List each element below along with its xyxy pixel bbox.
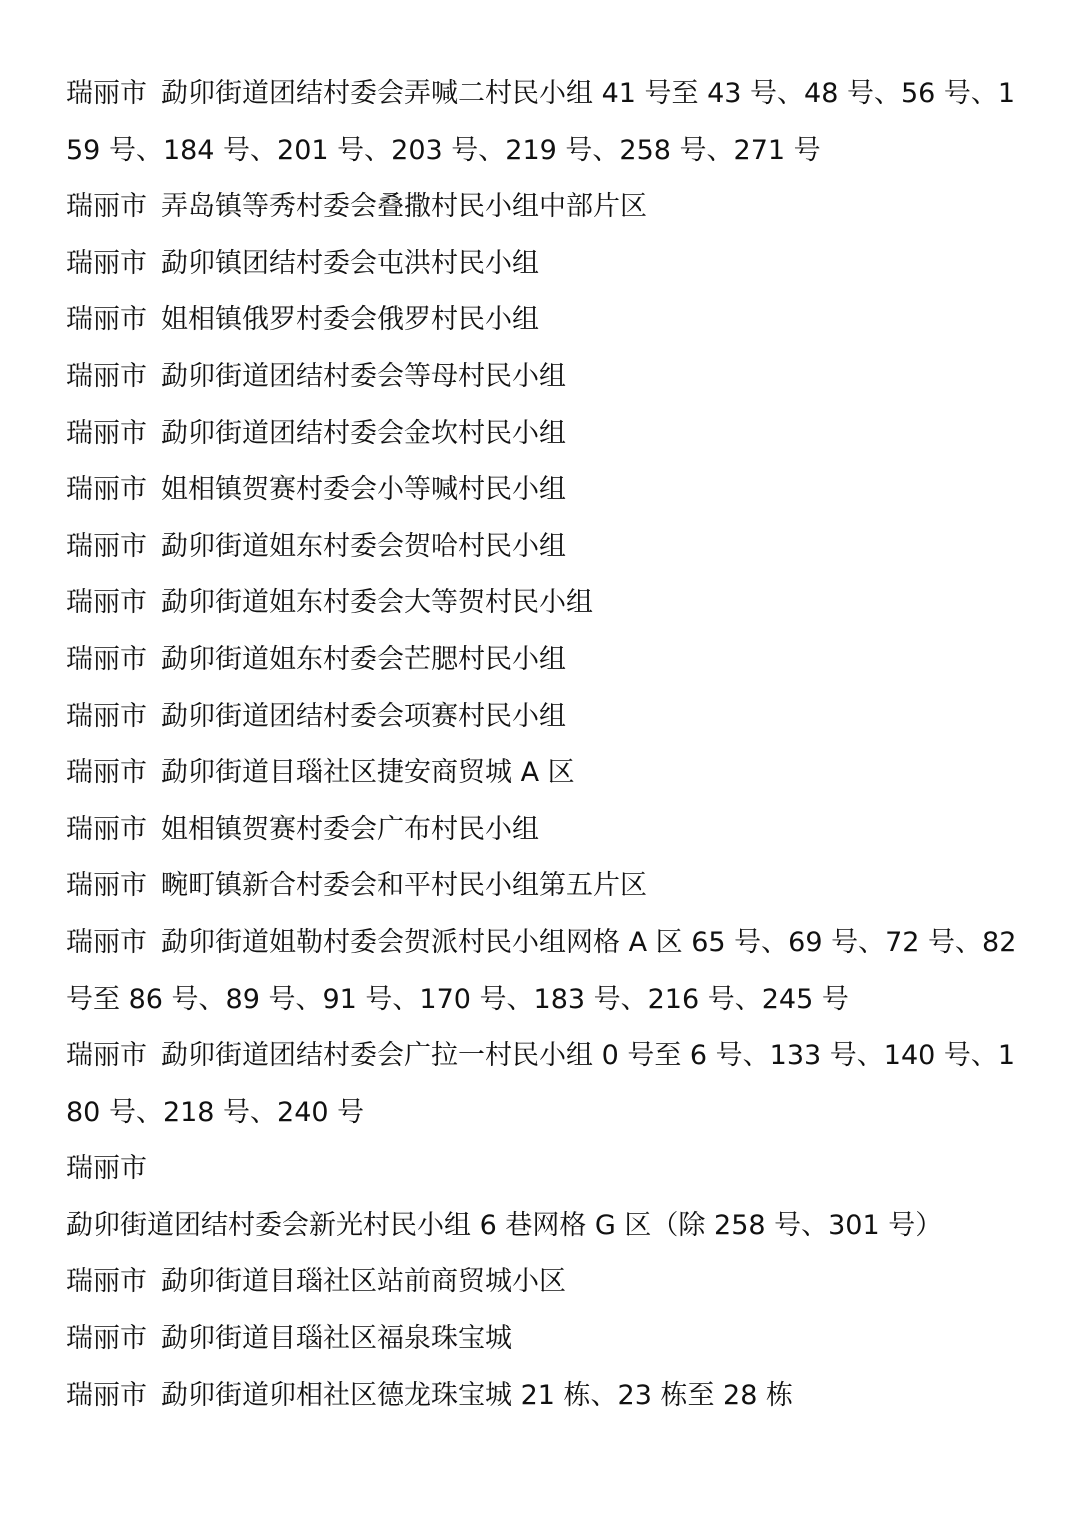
address-text: 勐卯街道团结村委会弄喊二村民小组 41 号至 43 号、48 号、56 号、159 号、184 号、201 号、203 号、219 号、258 号、271 号 (66, 78, 1016, 166)
document-page (66, 66, 1026, 1424)
address-text: 姐相镇俄罗村委会俄罗村民小组 (161, 304, 539, 336)
city-name: 瑞丽市 (66, 1379, 147, 1411)
address-entry (66, 236, 1026, 293)
address-entry (66, 575, 1026, 632)
address-text: 勐卯街道姐东村委会大等贺村民小组 (161, 587, 593, 619)
city-name: 瑞丽市 (66, 191, 147, 223)
address-text: 勐卯街道团结村委会等母村民小组 (161, 360, 566, 392)
address-entry (66, 349, 1026, 406)
city-name: 瑞丽市 (66, 417, 147, 449)
city-name: 瑞丽市 (66, 1323, 147, 1355)
city-name: 瑞丽市 (66, 587, 147, 619)
city-name: 瑞丽市 (66, 1153, 147, 1185)
address-text: 畹町镇新合村委会和平村民小组第五片区 (161, 870, 647, 902)
address-text: 姐相镇贺赛村委会广布村民小组 (161, 813, 539, 845)
city-name: 瑞丽市 (66, 304, 147, 336)
address-text: 勐卯街道姐东村委会贺哈村民小组 (161, 530, 566, 562)
address-text: 勐卯街道目瑙社区捷安商贸城 A 区 (161, 757, 575, 789)
address-entry (66, 915, 1026, 1028)
address-text: 勐卯街道目瑙社区站前商贸城小区 (161, 1266, 566, 1298)
address-entry (66, 689, 1026, 746)
city-name: 瑞丽市 (66, 643, 147, 675)
address-entry (66, 1141, 1026, 1254)
address-text: 勐卯街道团结村委会广拉一村民小组 0 号至 6 号、133 号、140 号、180 号、218 号、240 号 (66, 1040, 1016, 1128)
address-text: 弄岛镇等秀村委会叠撒村民小组中部片区 (161, 191, 647, 223)
address-entry (66, 406, 1026, 463)
address-entry (66, 1368, 1026, 1425)
address-text: 勐卯街道团结村委会新光村民小组 6 巷网格 G 区（除 258 号、301 号） (66, 1209, 943, 1241)
address-entry (66, 1311, 1026, 1368)
address-entry (66, 519, 1026, 576)
city-name: 瑞丽市 (66, 530, 147, 562)
address-text: 勐卯街道姐勒村委会贺派村民小组网格 A 区 65 号、69 号、72 号、82 号至 86 号、89 号、91 号、170 号、183 号、216 号、245 号 (66, 926, 1017, 1015)
address-entry (66, 1028, 1026, 1141)
address-text: 勐卯街道姐东村委会芒腮村民小组 (161, 643, 566, 675)
city-name: 瑞丽市 (66, 1040, 147, 1072)
address-entry (66, 745, 1026, 802)
address-text: 勐卯镇团结村委会屯洪村民小组 (161, 247, 539, 279)
city-name: 瑞丽市 (66, 78, 147, 109)
address-entry (66, 66, 1026, 179)
address-text: 勐卯街道团结村委会项赛村民小组 (161, 700, 566, 732)
city-name: 瑞丽市 (66, 757, 147, 789)
city-name: 瑞丽市 (66, 1266, 147, 1298)
city-name: 瑞丽市 (66, 360, 147, 392)
address-entry (66, 632, 1026, 689)
address-text: 勐卯街道目瑙社区福泉珠宝城 (161, 1323, 512, 1355)
address-text: 姐相镇贺赛村委会小等喊村民小组 (161, 474, 566, 506)
city-name: 瑞丽市 (66, 926, 147, 958)
city-name: 瑞丽市 (66, 870, 147, 902)
address-entry (66, 858, 1026, 915)
city-name: 瑞丽市 (66, 813, 147, 845)
address-entry (66, 462, 1026, 519)
address-entry (66, 179, 1026, 236)
address-entry (66, 1254, 1026, 1311)
address-text: 勐卯街道团结村委会金坎村民小组 (161, 417, 566, 449)
address-entry (66, 292, 1026, 349)
address-entry (66, 802, 1026, 859)
city-name: 瑞丽市 (66, 700, 147, 732)
city-name: 瑞丽市 (66, 474, 147, 506)
address-text: 勐卯街道卯相社区德龙珠宝城 21 栋、23 栋至 28 栋 (161, 1379, 793, 1411)
city-name: 瑞丽市 (66, 247, 147, 279)
